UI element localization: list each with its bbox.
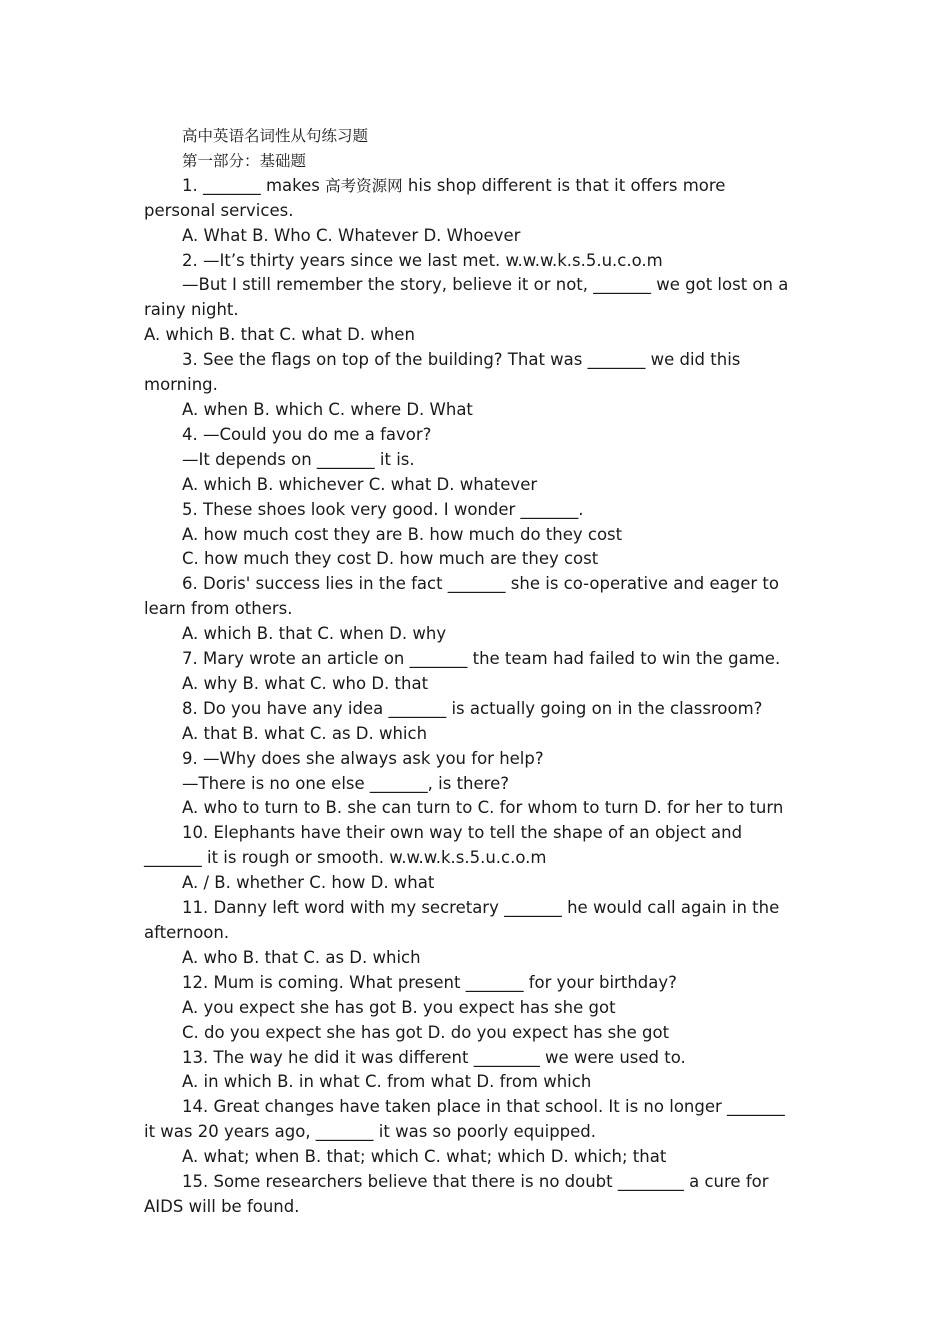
question-15: 15. Some researchers believe that there is no doubt ________ a cure for	[182, 1172, 769, 1192]
answer-options: A. when B. which C. where D. What	[182, 399, 473, 419]
question-3: 3. See the flags on top of the building? That was _______ we did this	[182, 350, 741, 370]
question-dialogue-line: —But I still remember the story, believe it or not, _______ we got lost on a	[182, 275, 789, 295]
answer-options: A. why B. what C. who D. that	[182, 673, 429, 693]
question-9: 9. —Why does she always ask you for help?	[182, 748, 544, 768]
answer-options: A. which B. that C. what D. when	[144, 325, 415, 345]
question-text-continued: morning.	[144, 375, 218, 395]
question-text: his shop different is that it offers more	[402, 175, 726, 195]
question-text-continued: personal services.	[144, 200, 294, 220]
question-5: 5. These shoes look very good. I wonder _______.	[182, 499, 584, 519]
question-dialogue-line: —There is no one else _______, is there?	[182, 773, 509, 793]
question-4: 4. —Could you do me a favor?	[182, 424, 432, 444]
answer-options: C. do you expect she has got D. do you expect has she got	[182, 1022, 670, 1042]
answer-options: A. What B. Who C. Whatever D. Whoever	[182, 225, 521, 245]
question-6: 6. Doris' success lies in the fact _______ she is co-operative and eager to	[182, 574, 779, 594]
question-text-continued: learn from others.	[144, 599, 293, 619]
question-1	[144, 174, 804, 199]
answer-options: A. which B. whichever C. what D. whatever	[182, 474, 538, 494]
question-7: 7. Mary wrote an article on _______ the team had failed to win the game.	[182, 649, 781, 669]
answer-options: A. who B. that C. as D. which	[182, 947, 421, 967]
question-text-continued: _______ it is rough or smooth. w.w.w.k.s.5.u.c.o.m	[144, 848, 547, 868]
question-text: 1. _______ makes	[182, 175, 326, 195]
answer-options: A. who to turn to B. she can turn to C. for whom to turn D. for her to turn	[182, 798, 784, 818]
question-11: 11. Danny left word with my secretary _______ he would call again in the	[182, 898, 780, 918]
answer-options: A. how much cost they are B. how much do they cost	[182, 524, 623, 544]
question-10: 10. Elephants have their own way to tell the shape of an object and	[182, 823, 743, 843]
question-12: 12. Mum is coming. What present _______ for your birthday?	[182, 972, 677, 992]
answer-options: A. you expect she has got B. you expect has she got	[182, 997, 616, 1017]
question-text-continued: it was 20 years ago, _______ it was so poorly equipped.	[144, 1122, 597, 1142]
question-text-continued: AIDS will be found.	[144, 1196, 300, 1216]
answer-options: A. which B. that C. when D. why	[182, 624, 447, 644]
question-text-continued: afternoon.	[144, 923, 230, 942]
question-8: 8. Do you have any idea _______ is actually going on in the classroom?	[182, 698, 763, 718]
question-14: 14. Great changes have taken place in that school. It is no longer _______	[182, 1097, 785, 1117]
section-heading: 第一部分：基础题	[182, 151, 307, 170]
document-body	[144, 124, 804, 1220]
answer-options: A. what; when B. that; which C. what; which D. which; that	[182, 1147, 667, 1167]
document-title: 高中英语名词性从句练习题	[182, 127, 369, 145]
answer-options: C. how much they cost D. how much are they cost	[182, 549, 599, 569]
question-2: 2. —It’s thirty years since we last met. w.w.w.k.s.5.u.c.o.m	[182, 250, 663, 270]
question-13: 13. The way he did it was different ________ we were used to.	[182, 1047, 686, 1067]
answer-options: A. in which B. in what C. from what D. from which	[182, 1072, 592, 1092]
answer-options: A. that B. what C. as D. which	[182, 723, 428, 743]
question-text-cn: 高考资源网	[325, 176, 403, 195]
question-dialogue-line: —It depends on _______ it is.	[182, 449, 415, 469]
answer-options: A. / B. whether C. how D. what	[182, 873, 435, 893]
question-text-continued: rainy night.	[144, 300, 239, 320]
